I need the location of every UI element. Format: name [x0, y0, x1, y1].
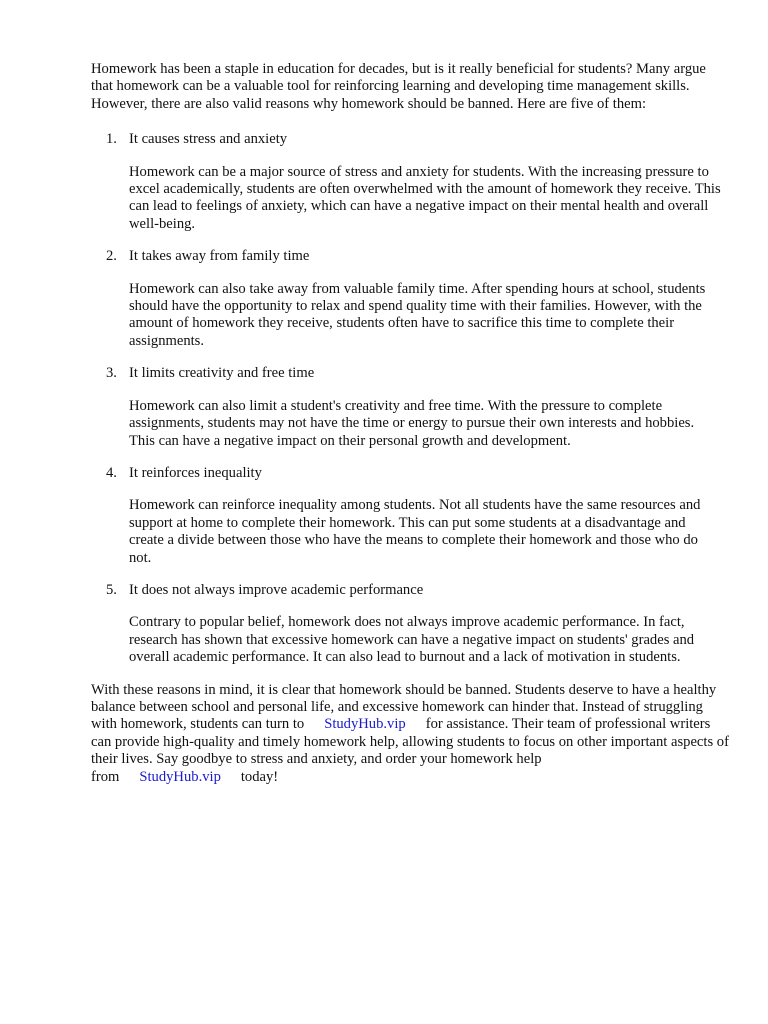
reason-title: It does not always improve academic performance: [129, 581, 424, 598]
reason-item-1: [91, 131, 729, 233]
studyhub-link[interactable]: StudyHub.vip: [324, 716, 406, 733]
reasons-list: [91, 131, 729, 666]
reason-item-3: [91, 365, 729, 450]
intro-paragraph: Homework has been a staple in education for decades, but is it really beneficial for students? Many argue that homework can be a valuable tool for reinforcing learning and developing time management skills. However, there are also valid reasons why homework should be banned. Here are five of them:: [91, 61, 706, 112]
reason-body: Contrary to popular belief, homework does not always improve academic performance. In fact, research has shown that excessive homework can have a negative impact on students' grades and overall academic performance. It can also lead to burnout and a lack of motivation in students.: [129, 614, 695, 666]
reason-item-5: [91, 582, 729, 667]
reason-title: It reinforces inequality: [129, 464, 262, 481]
reason-number: 2.: [106, 248, 117, 265]
reason-body: Homework can be a major source of stress and anxiety for students. With the increasing pressure to excel academically, students are often overwhelmed with the amount of homework they receive. This can lead to feelings of anxiety, which can have a negative impact on their mental health and overall well-being.: [129, 163, 721, 232]
conclusion-text: today!: [240, 768, 279, 785]
reason-body: Homework can reinforce inequality among students. Not all students have the same resources and support at home to complete their homework. This can put some students at a disadvantage and create a divide between those who have the means to complete their homework and those who do not.: [129, 497, 701, 566]
reason-body: Homework can also limit a student's creativity and free time. With the pressure to complete assignments, students may not have the time or energy to pursue their own interests and hobbies. This can have a negative impact on their personal growth and development.: [129, 397, 695, 449]
reason-title: It limits creativity and free time: [129, 365, 315, 382]
reason-title: It causes stress and anxiety: [129, 131, 288, 148]
reason-item-2: [91, 248, 729, 350]
conclusion-text: for assistance. Their team of professional writers can provide high-quality and timely homework help, allowing students to focus on other important aspects of their lives. Say goodbye to stress and anxiety, and order your homework help from: [91, 716, 729, 785]
reason-body: Homework can also take away from valuable family time. After spending hours at school, students should have the opportunity to relax and spend quality time with their families. However, with the amount of homework they receive, students often have to sacrifice this time to complete their assignments.: [129, 280, 706, 349]
conclusion-text: With these reasons in mind, it is clear that homework should be banned. Students deserve to have a healthy balance between school and personal life, and excessive homework can hinder that. Instead of struggling with homework, students can turn to: [91, 681, 717, 733]
reason-title: It takes away from family time: [129, 248, 310, 265]
studyhub-link[interactable]: StudyHub.vip: [139, 768, 221, 785]
reason-number: 1.: [106, 131, 117, 148]
reason-item-4: [91, 465, 729, 567]
reason-number: 3.: [106, 365, 117, 382]
conclusion-paragraph: [91, 682, 729, 786]
reason-number: 4.: [106, 464, 117, 481]
document-page: [91, 61, 729, 786]
reason-number: 5.: [106, 581, 117, 598]
